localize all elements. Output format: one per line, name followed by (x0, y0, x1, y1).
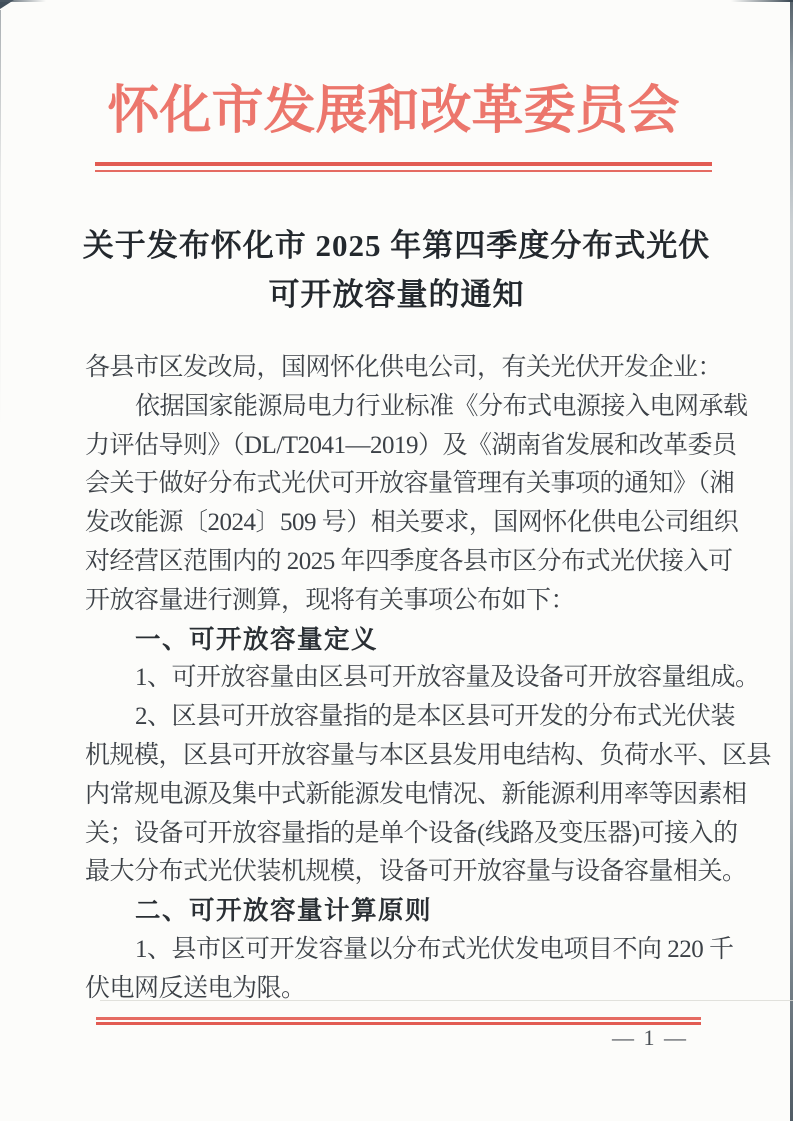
body-line: 力评估导则》（DL/T2041—2019）及《湖南省发展和改革委员 (85, 431, 737, 459)
body-line: 关；设备可开放容量指的是单个设备(线路及变压器)可接入的 (85, 819, 738, 847)
section-heading-2: 二、可开放容量计算原则 (135, 897, 433, 926)
letterhead-divider (95, 162, 712, 172)
document-title-line2: 可开放容量的通知 (268, 277, 525, 312)
body-line: 最大分布式光伏装机规模，设备可开放容量与设备容量相关。 (85, 858, 747, 886)
document-title (0, 221, 793, 319)
body-line: 开放容量进行测算，现将有关事项公布如下： (85, 586, 576, 614)
letterhead-divider-thin-line (95, 170, 712, 172)
body-line: 伏电网反送电为限。 (85, 974, 306, 1002)
scan-edge-top-left (0, 0, 46, 2)
body-line: 对经营区范围内的 2025 年四季度各县市区分布式光伏接入可 (85, 547, 733, 575)
body-line: 机规模，区县可开放容量与本区县发用电结构、负荷水平、区县 (85, 741, 772, 769)
body-line: 依据国家能源局电力行业标准《分布式电源接入电网承载 (135, 392, 748, 420)
document-body (85, 349, 772, 1009)
letterhead-org-title: 怀化市发展和改革委员会 (107, 83, 680, 140)
salutation-line: 各县市区发改局，国网怀化供电公司，有关光伏开发企业： (85, 354, 723, 381)
footer-divider (96, 1017, 701, 1025)
body-line: 1、县市区可开发容量以分布式光伏发电项目不向 220 千 (135, 935, 734, 963)
document-title-line1: 关于发布怀化市 2025 年第四季度分布式光伏 (82, 228, 711, 263)
body-line: 2、区县可开放容量指的是本区县可开发的分布式光伏装 (135, 703, 736, 731)
body-line: 内常规电源及集中式新能源发电情况、新能源利用率等因素相 (85, 780, 747, 808)
scan-edge-left (0, 10, 1, 430)
section-heading-1: 一、可开放容量定义 (135, 625, 379, 654)
body-line: 发改能源〔2024〕509 号）相关要求，国网怀化供电公司组织 (85, 509, 739, 537)
body-line: 1、可开放容量由区县可开放容量及设备可开放容量组成。 (135, 664, 760, 692)
body-line: 会关于做好分布式光伏可开放容量管理有关事项的通知》（湘 (85, 470, 735, 498)
page-number: — 1 — (612, 1025, 688, 1050)
scan-edge-top-right (731, 0, 793, 2)
footer-divider-thick-line (96, 1022, 701, 1025)
